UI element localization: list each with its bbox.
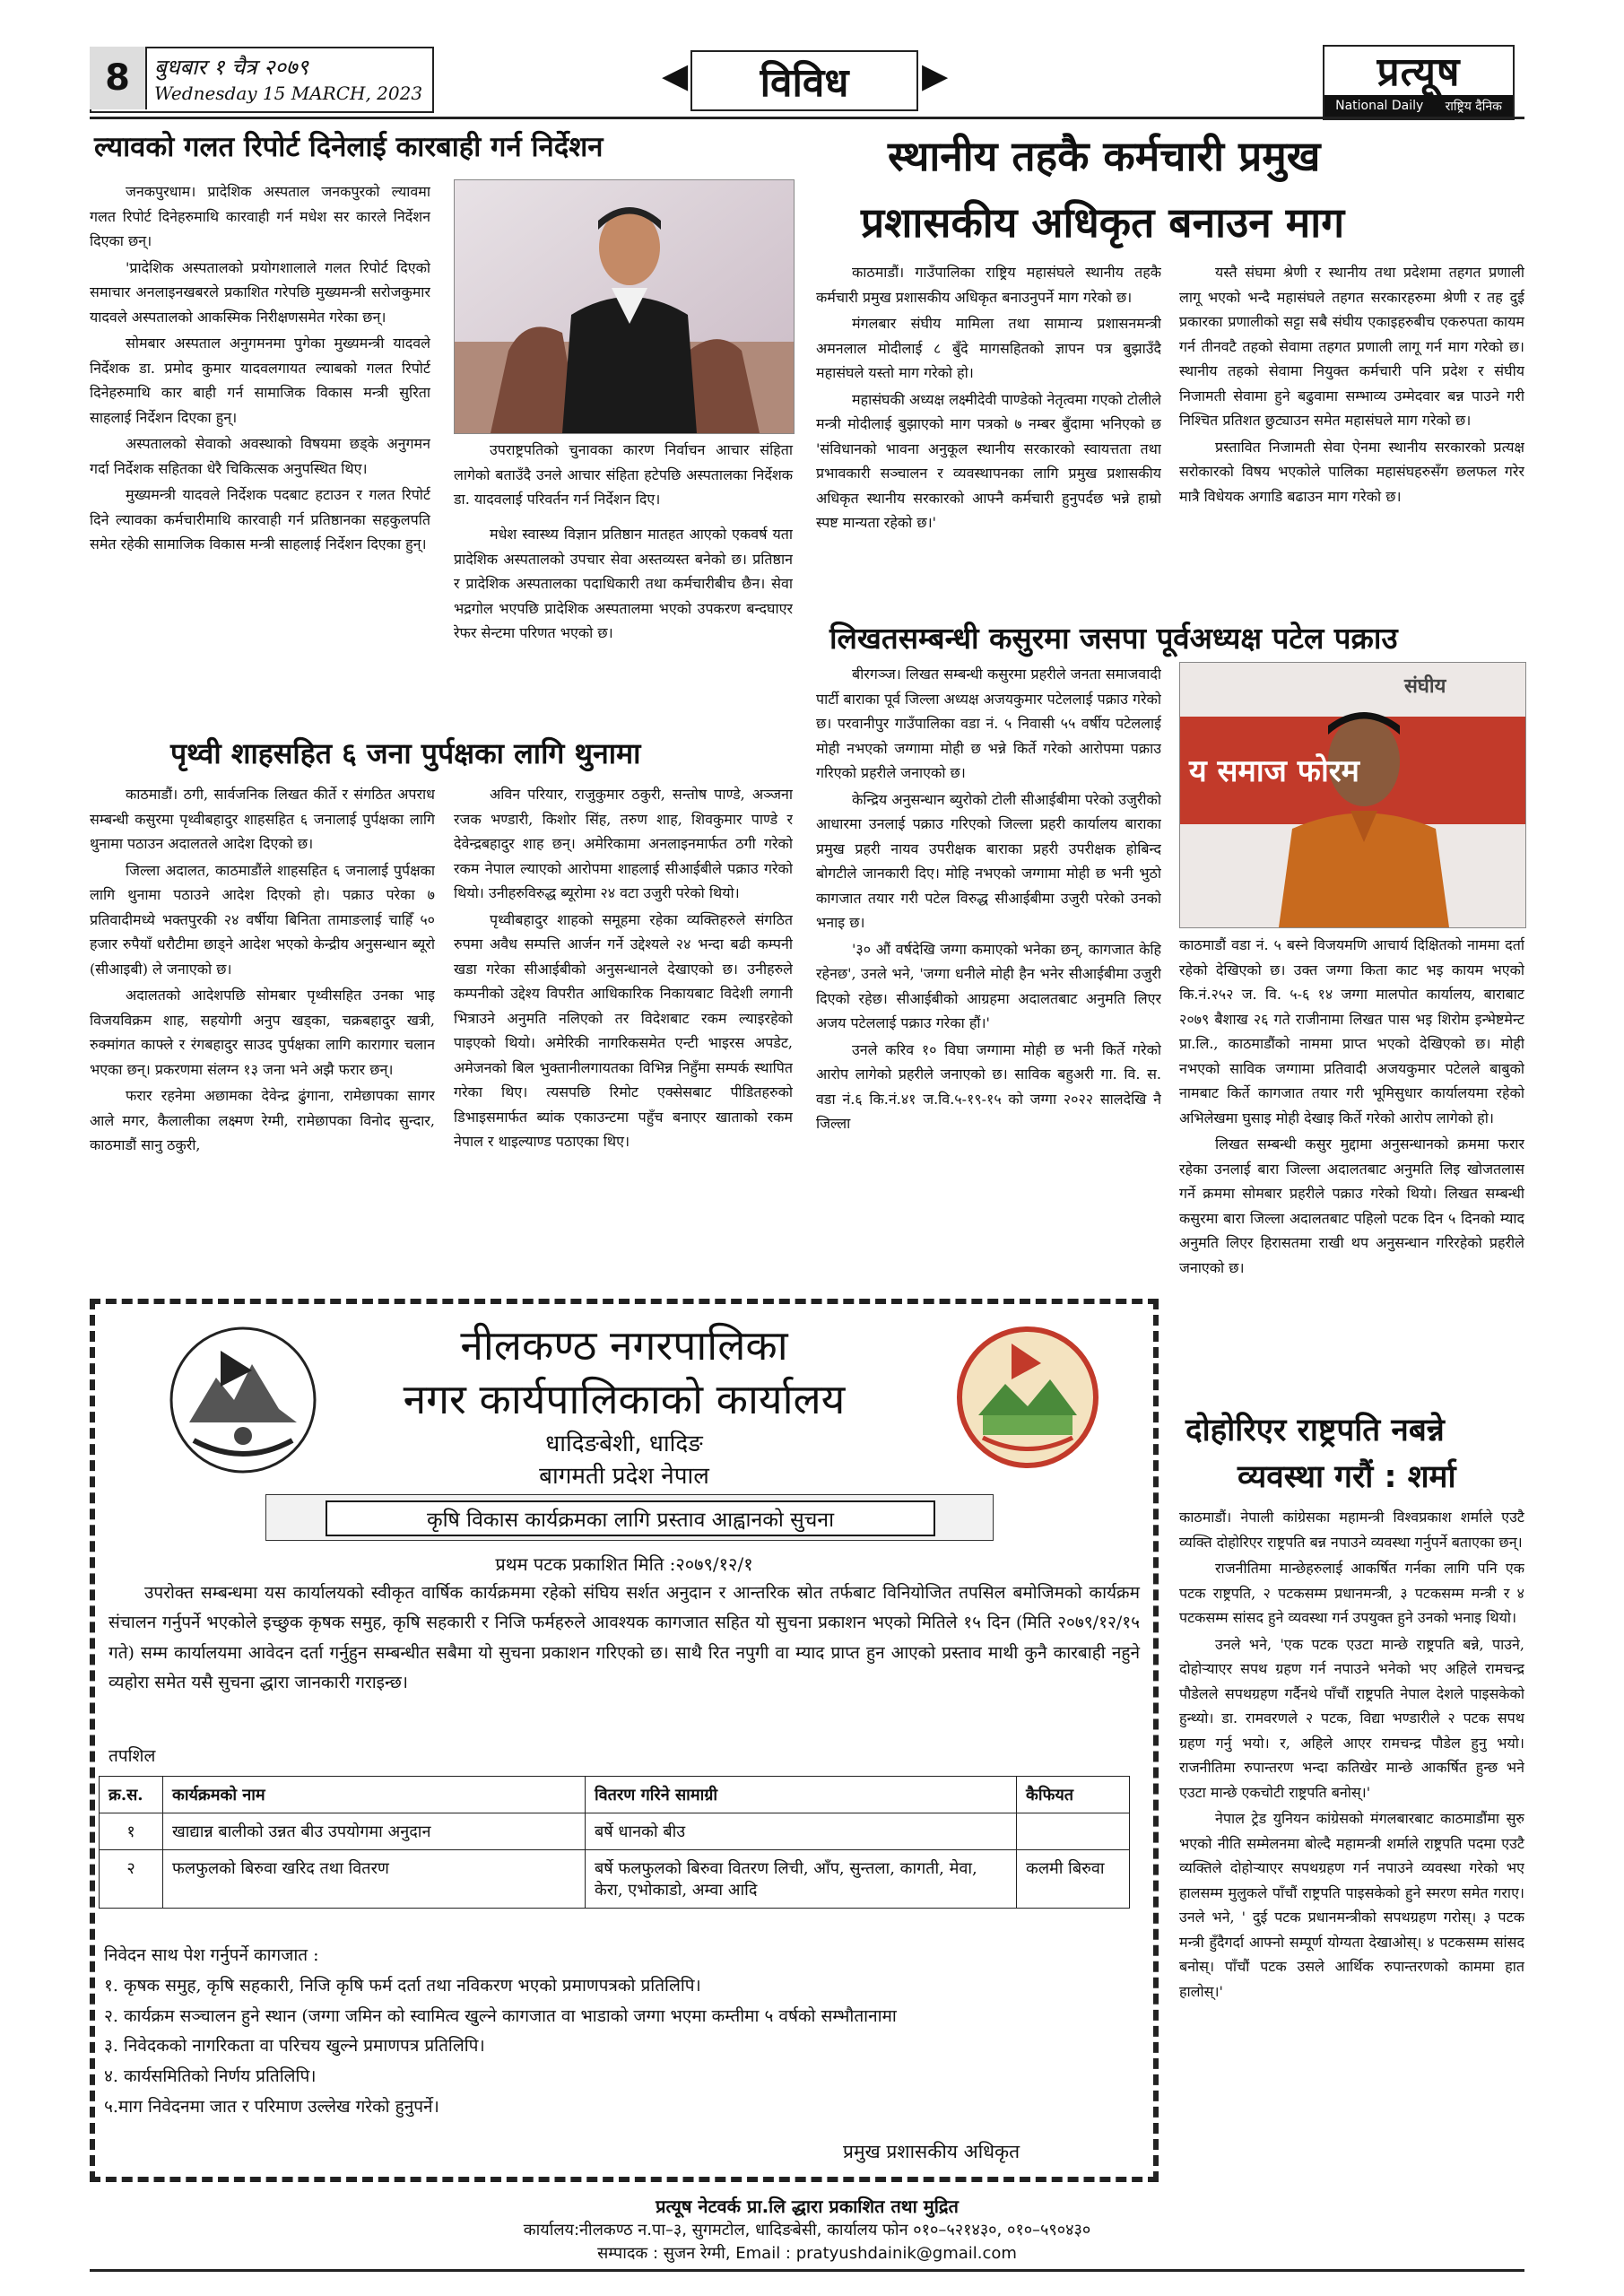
- footer-address: कार्यालय:नीलकण्ठ न.पा–३, सुगमटोल, धादिङबेसी, कार्यालय फोन ०१०–५२१४३०, ०१०–५९०४३०: [523, 2221, 1091, 2239]
- paragraph: सोमबार अस्पताल अनुगमनमा पुगेका मुख्यमन्त्री यादवले निर्देशक डा. प्रमोद कुमार यादवलगायत ल्याबको गलत रिपोर्ट दिनेहरुमाथि कार बाही गर्न सामाजिक विकास मन्त्री सुरिता साहलाई निर्देशन दिएका हुन्।: [90, 335, 430, 426]
- table-header-cell: वितरण गरिने सामाग्री: [586, 1777, 1017, 1813]
- article-lab-col1: [90, 179, 430, 726]
- table-cell: बर्षे फलफुलको बिरुवा वितरण लिची, आँप, सुन्तला, कागती, मेवा, केरा, एभोकाडो, अम्वा आदि: [586, 1850, 1017, 1909]
- photo-caption-lab: उपराष्ट्रपतिको चुनावका कारण निर्वाचन आचार संहिता लागेको बताउँदै उनले आचार संहिता हटेपछि अस्पतालका निर्देशक डा. यादवलाई परिवर्तन गर्न निर्देशन दिए।: [454, 441, 793, 509]
- table-cell: १: [100, 1813, 163, 1850]
- article-patel-col1: [816, 662, 1161, 1290]
- notice-tapsil: तपशिल: [109, 1746, 156, 1766]
- photo-chief-minister: [454, 179, 795, 434]
- paragraph: काठमाडौं। गाउँपालिका राष्ट्रिय महासंघले स्थानीय तहकै कर्मचारी प्रमुख प्रशासकीय अधिकृत बनाउनुपर्ने माग गरेको छ।: [816, 264, 1161, 306]
- page-number: 8: [90, 47, 147, 109]
- paragraph: महासंघकी अध्यक्ष लक्ष्मीदेवी पाण्डेको नेतृत्वमा गएको टोलीले मन्त्री मोदीलाई बुझाएको माग पत्रको ७ नम्बर बुँदामा भनिएको छ 'संविधानको भावना अनुकूल स्थानीय सरकारको स्वायत्तता तथा प्रभावकारी सञ्चालन र व्यवस्थापनका लागि प्रमुख प्रशासकीय अधिकृत स्थानीय सरकारको आफ्नै कर्मचारी हुनुपर्दछ भन्ने हाम्रो स्पष्ट मान्यता रहेको छ।': [816, 390, 1161, 532]
- paragraph: प्रस्तावित निजामती सेवा ऐनमा स्थानीय सरकारको प्रत्यक्ष सरोकारको विषय भएकोले पालिका महासंघहरुसँग छलफल गरेर मात्रै विधेयक अगाडि बढाउन माग गरेको छ।: [1179, 438, 1524, 505]
- footer-rule: [90, 2269, 1524, 2272]
- paragraph: केन्द्रिय अनुसन्धान ब्युरोको टोली सीआईबीमा परेको उजुरीको आधारमा उनलाई पक्राउ गरिएको जिल्ला प्रहरी कार्यालय बाराका प्रमुख प्रहरी नायव उपरीक्षक बाराका प्रहरी उपरीक्षक होबिन्द बोगटीले जानकारी दिए। मोहि नभएको जग्गामा मोही छ भनी भुठो कागजात तयार गरी पटेल विरुद्ध सीआईबीमा उजुरी परेको उनको भनाइ छ।: [816, 790, 1161, 932]
- headline-sharma-line1: दोहोरिएर राष्ट्रपति नबन्ने: [1185, 1413, 1445, 1448]
- headline-lab-report: ल्यावको गलत रिपोर्ट दिनेलाई कारबाही गर्न निर्देशन: [94, 131, 604, 163]
- paragraph: मुख्यमन्त्री यादवले निर्देशक पदबाट हटाउन र गलत रिपोर्ट दिने ल्यावका कर्मचारीमाथि कारवाही गर्न प्रतिष्ठानका सहकुलपति समेत रहेकी सामाजिक विकास मन्त्री साहलाई निर्देशन दिएका हुन्।: [90, 486, 430, 553]
- paragraph: पृथ्वीबहादुर शाहको समूहमा रहेका व्यक्तिहरुले संगठित रुपमा अवैध सम्पत्ति आर्जन गर्ने उद्देश्यले २४ भन्दा बढी कम्पनी खडा गरेका सीआईबीको अनुसन्धानले देखाएको छ। उनीहरुले कम्पनीको उद्देश्य विपरीत आधिकारिक निकायबाट विदेशी लगानी भित्राउने अनुमति नलिएको तर विदेशबाट रकम ल्याइरहेको पाइएको थियो। अमेरिकी नागरिकसमेत एन्टी भाइरस अपडेट, अमेजनको बिल भुक्तानीलगायतका विभिन्न निहुँमा सम्पर्क स्थापित गरेका थिए। त्यसपछि रिमोट एक्सेसबाट पीडितहरुको डिभाइसमार्फत ब्यांक एकाउन्टमा पहुँच बनाएर खाताको रकम नेपाल र थाइल्याण्ड पठाएका थिए।: [454, 910, 793, 1151]
- logo-tagline-right: राष्ट्रिय दैनिक: [1445, 99, 1502, 114]
- notice-program-table: [99, 1776, 1130, 1909]
- notice-title-office: नगर कार्यपालिकाको कार्यालय: [403, 1375, 846, 1423]
- table-header-row: [100, 1777, 1130, 1813]
- headline-patel-arrest: लिखतसम्बन्धी कसुरमा जसपा पूर्वअध्यक्ष पटेल पक्राउ: [829, 621, 1398, 656]
- article-patel-col2: [1179, 933, 1524, 1399]
- headline-local-line2: प्रशासकीय अधिकृत बनाउन माग: [861, 198, 1345, 247]
- paragraph: बीरगञ्ज। लिखत सम्बन्धी कसुरमा प्रहरीले जनता समाजवादी पार्टी बाराका पूर्व जिल्ला अध्यक्ष अजयकुमार पटेललाई पक्राउ गरेको छ। परवानीपुर गाउँपालिका वडा नं. ५ निवासी ५५ वर्षीय पटेललाई मोही नभएको जग्गामा मोही छ भन्ने किर्ते गरेको आरोपमा पक्राउ गरिएको प्रहरीले जनाएको छ।: [816, 665, 1161, 782]
- list-item: ४. कार्यसमितिको निर्णय प्रतिलिपि।: [104, 2066, 317, 2087]
- article-prithvi-col2: [454, 782, 793, 1289]
- paragraph: 'प्रादेशिक अस्पतालको प्रयोगशालाले गलत रिपोर्ट दिएको समाचार अनलाइनखबरले प्रकाशित गरेपछि मुख्यमन्त्री सरोजकुमार यादवले अस्पतालको आकस्मिक निरीक्षणसमेत गरेका छन्।: [90, 258, 430, 326]
- photo-banner-text: य समाज फोरम: [1189, 753, 1360, 789]
- paragraph: अदालतको आदेशपछि सोमबार पृथ्वीसहित उनका भाइ विजयविक्रम शाह, सहयोगी अनुप खड्का, चक्रबहादुर खत्री, रुक्मांगत काफ्ले र रंगबहादुर साउद पुर्पक्षका लागि कारागार चलान भएका छन्। प्रकरणमा संलग्न १३ जना भने अझै फरार छन्।: [90, 987, 435, 1078]
- table-header-cell: क्र.स.: [100, 1777, 163, 1813]
- table-header-cell: कैफियत: [1017, 1777, 1130, 1813]
- footer-editor-email: सम्पादक : सुजन रेग्मी, Email : pratyushdainik@gmail.com: [597, 2244, 1017, 2263]
- table-cell: खाद्यान्न बालीको उन्नत बीउ उपयोगमा अनुदान: [163, 1813, 586, 1850]
- notice-address-1: धादिङबेशी, धादिङ: [545, 1431, 703, 1457]
- paragraph: मंगलबार संघीय मामिला तथा सामान्य प्रशासनमन्त्री अमनलाल मोदीलाई ८ बुँदे मागसहितको ज्ञापन पत्र बुझाउँदै महासंघले यस्तो माग गरेको हो।: [816, 315, 1161, 382]
- municipality-logo-icon: [956, 1326, 1099, 1469]
- article-sharma-col: [1179, 1505, 1524, 2182]
- paragraph: राजनीतिमा मान्छेहरुलाई आकर्षित गर्नका लागि पनि एक पटक राष्ट्रपति, २ पटकसम्म प्रधानमन्त्री, ३ पटकसम्म मन्त्री र ४ पटकसम्म सांसद हुने व्यवस्था गर्न उपयुक्त हुने उनको भनाइ थियो।: [1179, 1560, 1524, 1627]
- table-cell: [1017, 1813, 1130, 1850]
- notice-documents: [104, 1941, 1144, 2123]
- paragraph: उनले करिव १० विघा जग्गामा मोही छ भनी किर्ते गरेको आरोप लागेको प्रहरीले जनाएको छ। साविक बहुअरी गा. वि. स. वडा नं.६ कि.नं.४१ ज.वि.५-१९-१५ को जग्गा २०२२ सालदेखि नै जिल्ला: [816, 1040, 1161, 1133]
- logo-text: प्रत्यूष: [1376, 49, 1461, 95]
- paragraph: नेपाल ट्रेड युनियन कांग्रेसको मंगलबारबाट काठमाडौंमा सुरु भएको नीति सम्मेलनमा बोल्दै महामन्त्री शर्माले राष्ट्रपति पदमा एउटै व्यक्तिले दोहोऱ्याएर सपथग्रहण गर्न नपाउने व्यवस्था गरेको भए हालसम्म मुलुकले पाँचौं राष्ट्रपति पाइसकेको हुने स्मरण समेत गराए। उनले भने, ' दुई पटक प्रधानमन्त्रीको सपथग्रहण गरोस्। ३ पटक मन्त्री हुँदैगर्दा आफ्नो सम्पूर्ण योग्यता देखाओस्। ४ पटकसम्म सांसद बनोस्। पाँचौं पटक उसले आर्थिक रुपान्तरणको काममा हात हालोस्।': [1179, 1810, 1524, 2000]
- notice-title-municipality: नीलकण्ठ नगरपालिका: [460, 1321, 788, 1370]
- table-cell: फलफुलको बिरुवा खरिद तथा वितरण: [163, 1850, 586, 1909]
- logo-tagline: [1324, 95, 1513, 117]
- article-local-col2: [1179, 260, 1524, 614]
- list-item: ५.माग निवेदनमा जात र परिमाण उल्लेख गरेको हुनुपर्ने।: [104, 2097, 439, 2118]
- table-row: [100, 1850, 1130, 1909]
- date-nepali: बुधबार १ चैत्र २०७९: [154, 55, 308, 80]
- headline-local-line1: स्थानीय तहकै कर्मचारी प्रमुख: [888, 132, 1321, 180]
- notice-address-2: बागमती प्रदेश नेपाल: [539, 1463, 709, 1490]
- paragraph: काठमाडौं। नेपाली कांग्रेसका महामन्त्री विश्वप्रकाश शर्माले एउटै व्यक्ति दोहोरिएर राष्ट्रपति बन्न नपाउने व्यवस्था गर्नुपर्ने बताएका छन्।: [1179, 1509, 1524, 1551]
- notice-subject: कृषि विकास कार्यक्रमका लागि प्रस्ताव आह्वानको सुचना: [326, 1500, 935, 1536]
- paragraph: उनले भने, 'एक पटक एउटा मान्छे राष्ट्रपति बन्ने, पाउने, दोहोऱ्याएर सपथ ग्रहण गर्न नपाउने भनेको भए अहिले रामचन्द्र पौडेलले सपथग्रहण गर्दैनथे पाँचौं राष्ट्रपति नेपाल देशले पाइसकेको हुन्थ्यो। डा. रामवरणले २ पटक, विद्या भण्डारीले २ पटक सपथ ग्रहण गर्नु भयो। र, अहिले आएर रामचन्द्र पौडेल हुनु भयो। राजनीतिमा रुपान्तरण भन्दा कतिखेर मान्छे आकर्षित हुन्छ भने एउटा मान्छे एकचोटी राष्ट्रपति बनोस्।': [1179, 1635, 1524, 1801]
- list-item: २. कार्यक्रम सञ्चालन हुने स्थान (जग्गा जमिन को स्वामित्व खुल्ने कागजात वा भाडाको जग्गा भएमा कम्तीमा ५ वर्षको सम्भौतानामा: [104, 2005, 897, 2026]
- article-prithvi-col1: [90, 782, 435, 1289]
- paragraph: जिल्ला अदालत, काठमाडौंले शाहसहित ६ जनालाई पुर्पक्षका लागि थुनामा पठाउने आदेश दिएको हो। पक्राउ परेका ७ प्रतिवादीमध्ये भक्तपुरकी २४ वर्षीया बिनिता तामाङलाई चाहिँ ५० हजार रुपैयाँ धरौटीमा छाड्ने आदेश भएको केन्द्रीय अनुसन्धान ब्यूरो (सीआइबी) ले जनाएको छ।: [90, 861, 435, 978]
- paragraph: '३० औं वर्षदेखि जग्गा कमाएको भनेका छन्, कागजात केहि रहेनछ', उनले भने, 'जग्गा धनीले मोही हैन भनेर सीआईबीमा उजुरी दिएको रहेछ। सीआईबीको आग्रहमा अदालतबाट अनुमति लिएर अजय पटेललाई पक्राउ गरेका हौं।': [816, 940, 1161, 1032]
- article-local-col1: [816, 260, 1161, 614]
- footer-publisher: प्रत्यूष नेटवर्क प्रा.लि द्धारा प्रकाशित तथा मुद्रित: [656, 2196, 959, 2217]
- headline-prithvi-shah: पृथ्वी शाहसहित ६ जना पुर्पक्षका लागि थुनामा: [170, 736, 641, 770]
- headline-sharma-line2: व्यवस्था गरौं : शर्मा: [1238, 1459, 1456, 1495]
- paragraph: काठमाडौं। ठगी, सार्वजनिक लिखत कीर्ते र संगठित अपराध सम्बन्धी कसुरमा पृथ्वीबहादुर शाहसहित ६ जनालाई पुर्पक्षका लागि थुनामा पठाउन अदालतले आदेश दिएको छ।: [90, 786, 435, 853]
- section-title: विविध: [690, 50, 918, 111]
- table-cell: कलमी बिरुवा: [1017, 1850, 1130, 1909]
- notice-docs-heading: निवेदन साथ पेश गर्नुपर्ने कागजात :: [104, 1945, 319, 1965]
- notice-signature: प्रमुख प्रशासकीय अधिकृत: [843, 2141, 1020, 2162]
- notice-publish-date: प्रथम पटक प्रकाशित मिति :२०७९/१२/१: [495, 1553, 753, 1575]
- header-rule: [90, 117, 1524, 119]
- paragraph: काठमाडौं वडा नं. ५ बस्ने विजयमणि आचार्य दिक्षितको नाममा दर्ता रहेको देखिएको छ। उक्त जग्गा किता काट भइ कायम भएको कि.नं.२५२ ज. वि. ५-६ १४ जग्गा मालपोत कार्यालय, बाराबाट २०७९ बैशाख २६ गते राजीनामा लिखत पास भइ शिरोम इन्भेष्टमेन्ट प्रा.लि., काठमाडौंको नाममा प्राप्त भएको देखिएको छ। मोही नभएको साविक जग्गामा प्रतिवादी अजयकुमार पटेलले बाबुको नामबाट किर्ते कागजात तयार गरी भूमिसुधार कार्यालयमा रहेको अभिलेखमा घुसाइ मोही देखाइ किर्ते गरेको आरोप लागेको हो।: [1179, 936, 1524, 1126]
- photo-patel: [1179, 662, 1526, 928]
- table-cell: बर्षे धानको बीउ: [586, 1813, 1017, 1850]
- left-arrow-icon: ◀: [662, 56, 689, 95]
- paragraph: अस्पतालको सेवाको अवस्थाको विषयमा छड्के अनुगमन गर्दा निर्देशक सहितका धेरै चिकित्सक अनुपस्थित थिए।: [90, 435, 430, 477]
- list-item: १. कृषक समुह, कृषि सहकारी, निजि कृषि फर्म दर्ता तथा नविकरण भएको प्रमाणपत्रको प्रतिलिपि।: [104, 1975, 701, 1996]
- newspaper-logo: [1323, 45, 1515, 120]
- article-lab-col2: [454, 522, 793, 726]
- photo-illustration: [1180, 663, 1525, 927]
- photo-banner-text-2: संघीय: [1404, 675, 1446, 698]
- list-item: ३. निवेदकको नागरिकता वा परिचय खुल्ने प्रमाणपत्र प्रतिलिपि।: [104, 2036, 485, 2057]
- logo-tagline-left: National Daily: [1335, 99, 1424, 113]
- right-arrow-icon: ▶: [922, 56, 949, 95]
- paragraph: अविन परियार, राजुकुमार ठकुरी, सन्तोष पाण्डे, अञ्जना रजक भण्डारी, किशोर सिंह, तरुण शाह, शिवकुमार पाण्डे र देवेन्द्रबहादुर शाह छन्। अमेरिकामा अनलाइनमार्फत ठगी गरेको रकम नेपाल ल्याएको आरोपमा शाहलाई सीआईबीले पक्राउ गरेको थियो। उनीहरुविरुद्ध ब्यूरोमा २४ वटा उजुरी परेको थियो।: [454, 786, 793, 902]
- table-row: [100, 1813, 1130, 1850]
- notice-body: उपरोक्त सम्बन्धमा यस कार्यालयको स्वीकृत वार्षिक कार्यक्रममा रहेको संघिय सर्शत अनुदान र आन्तरिक स्रोत तर्फबाट विनियोजित तपसिल बमोजिमको कार्यक्रम संचालन गर्नुपर्ने भएकोले इच्छुक कृषक समुह, कृषि सहकारी र निजि फर्महरुले आवश्यक कागजात सहित यो सुचना प्रकाशन भएको मितिले १५ दिन (मिति २०७९/१२/१५ गते) सम्म कार्यालयमा आवेदन दर्ता गर्नुहुन सम्बन्धीत सबैमा यो सुचना प्रकाशन गरिएको छ। साथै रित नपुगी वा म्याद प्राप्त हुन आएको प्रस्ताव माथी कुनै कारबाही नहुने व्यहोरा समेत यसै सुचना द्धारा जानकारी गराइन्छ।: [109, 1583, 1140, 1692]
- photo-illustration: [455, 180, 794, 433]
- paragraph: मधेश स्वास्थ्य विज्ञान प्रतिष्ठान मातहत आएको एकवर्ष यता प्रादेशिक अस्पतालको उपचार सेवा अस्तव्यस्त बनेको छ। प्रतिष्ठान र प्रादेशिक अस्पतालका पदाधिकारी तथा कर्मचारीबीच छैन। सेवा भद्रगोल भएपछि प्रादेशिक अस्पतालमा भएको उपकरण बन्दघाएर रेफर सेन्टमा परिणत भएको छ।: [454, 526, 793, 642]
- date-english: Wednesday 15 MARCH, 2023: [154, 83, 423, 104]
- table-cell: २: [100, 1850, 163, 1909]
- paragraph: फरार रहनेमा अछामका देवेन्द्र ढुंगाना, रामेछापका सागर आले मगर, कैलालीका लक्ष्मण रेग्मी, रामेछापका विनोद सुन्दार, काठमाडौं सानु ठकुरी,: [90, 1087, 435, 1154]
- paragraph: यस्तै संघमा श्रेणी र स्थानीय तथा प्रदेशमा तहगत प्रणाली लागू भएको भन्दै महासंघले तहगत सरकारहरुमा श्रेणी र तह दुई प्रकारका प्रणालीको सट्टा सबै संघीय एकाइहरुबीच एकरुपता कायम गर्न तीनवटै तहको सेवामा तहगत प्रणाली लागू गर्न माग गरेको छ। स्थानीय तहको सेवामा नियुक्त कर्मचारी पनि प्रदेश र संघीय निजामती सेवामा हुने बढुवामा सम्भाव्य उम्मेदवार बन्न पाउने गरी निश्चित प्रतिशत छुट्याउन समेत महासंघले माग गरेको छ।: [1179, 264, 1524, 430]
- table-header-cell: कार्यक्रमको नाम: [163, 1777, 586, 1813]
- paragraph: लिखत सम्बन्धी कसुर मुद्दामा अनुसन्धानको क्रममा फरार रहेका उनलाई बारा जिल्ला अदालतबाट अनुमति लिइ खोजतलास गर्ने क्रममा सोमबार प्रहरीले पक्राउ गरेको थियो। लिखत सम्बन्धी कसुरमा बारा जिल्ला अदालतबाट पहिलो पटक दिन ५ दिनको म्याद अनुमति लिएर हिरासतमा राखी थप अनुसन्धान गरिरहेको प्रहरीले जनाएको छ।: [1179, 1135, 1524, 1276]
- paragraph: जनकपुरधाम। प्रादेशिक अस्पताल जनकपुरको ल्यावमा गलत रिपोर्ट दिनेहरुमाथि कारवाही गर्न मधेश सर कारले निर्देशन दिएका छन्।: [90, 183, 430, 250]
